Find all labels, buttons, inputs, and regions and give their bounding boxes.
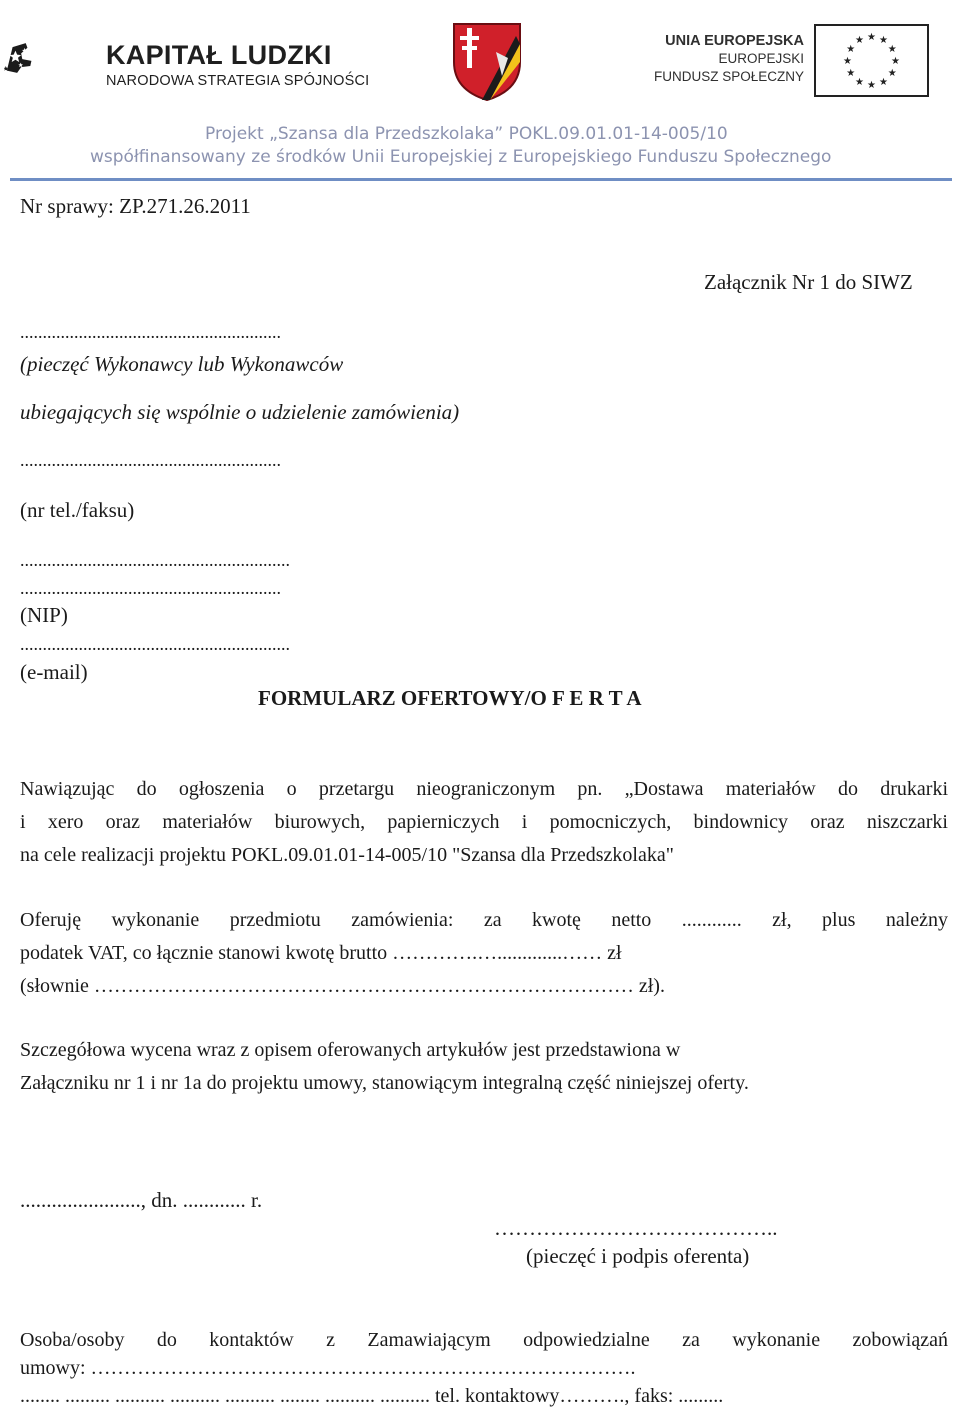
nip-dots-2: ..........................................................: [20, 578, 281, 598]
contact-paragraph: [20, 1326, 948, 1410]
signature-dots: …………………………………..: [494, 1216, 778, 1240]
stamp-caption-2: ubiegających się wspólnie o udzielenie zamówienia): [20, 400, 460, 424]
signature-label: (pieczęć i podpis oferenta): [526, 1244, 750, 1268]
stamp-caption-1: (pieczęć Wykonawcy lub Wykonawców: [20, 352, 344, 376]
project-line-2: współfinansowany ze środków Unii Europejskiej z Europejskiego Funduszu Społecznego: [90, 147, 832, 167]
contact-line-3: ........ ......... .......... .......... .......... ........ .......... .......... tel. kontaktowy………., faks: .........: [20, 1385, 724, 1407]
details-line-2: Załączniku nr 1 i nr 1a do projektu umowy, stanowiącym integralną część niniejszej oferty.: [20, 1072, 749, 1094]
form-title: FORMULARZ OFERTOWY/O F E R T A: [258, 686, 642, 710]
intro-line-1: Nawiązując do ogłoszenia o przetargu nieograniczonym pn. „Dostawa materiałów do drukarki: [20, 778, 948, 800]
eu-star-icon: ★: [855, 76, 864, 88]
contact-line-2: umowy: ……………………………………………………………………….: [20, 1357, 636, 1379]
attachment-label: Załącznik Nr 1 do SIWZ: [704, 270, 913, 294]
eu-star-icon: ★: [867, 32, 876, 43]
eu-star-icon: ★: [846, 44, 856, 55]
eu-star-icon: ★: [879, 76, 888, 88]
phone-dots: ..........................................................: [20, 450, 281, 470]
email-label: (e-mail): [20, 660, 88, 684]
stamp-dots: ..........................................................: [20, 322, 281, 342]
eu-star-icon: ★: [887, 44, 897, 55]
email-dots: ............................................................: [20, 634, 290, 654]
eu-star-icon: ★: [891, 56, 900, 67]
eu-logo-text: [648, 32, 804, 86]
offer-line-1: Oferuję wykonanie przedmiotu zamówienia: za kwotę netto ............ zł, plus należny: [20, 909, 948, 931]
nip-label: (NIP): [20, 603, 68, 627]
kapital-ludzki-emblem-icon: [4, 2, 104, 114]
eu-flag-icon: [814, 24, 929, 97]
kapital-ludzki-title: KAPITAŁ LUDZKI: [106, 40, 332, 70]
phone-label: (nr tel./faksu): [20, 498, 135, 522]
details-line-1: Szczegółowa wycena wraz z opisem oferowanych artykułów jest przedstawiona w: [20, 1039, 681, 1061]
nip-dots-1: ............................................................: [20, 550, 290, 570]
eu-star-icon: ★: [843, 56, 852, 67]
header-divider: [10, 178, 952, 181]
kapital-ludzki-subtitle: NARODOWA STRATEGIA SPÓJNOŚCI: [106, 73, 370, 89]
intro-line-2: i xero oraz materiałów biurowych, papierniczych i pomocniczych, bindownicy oraz niszczarki: [20, 811, 948, 833]
offer-line-2: podatek VAT, co łącznie stanowi kwotę brutto ………….….............…… zł: [20, 942, 622, 964]
project-line-1: Projekt „Szansa dla Przedszkolaka” POKL.09.01.01-14-005/10: [205, 124, 728, 144]
coat-of-arms-icon: [452, 22, 522, 102]
intro-line-3: na cele realizacji projektu POKL.09.01.01-14-005/10 "Szansa dla Przedszkolaka": [20, 844, 674, 866]
eu-star-icon: ★: [887, 68, 897, 79]
eu-star-icon: ★: [855, 35, 864, 47]
eu-star-icon: ★: [867, 80, 876, 91]
case-number: Nr sprawy: ZP.271.26.2011: [20, 194, 251, 218]
eu-star-icon: ★: [879, 35, 888, 47]
eu-line-2: EUROPEJSKI: [718, 51, 804, 66]
details-paragraph: [20, 1034, 948, 1100]
eu-line-1: UNIA EUROPEJSKA: [665, 33, 804, 49]
eu-line-3: FUNDUSZ SPOŁECZNY: [653, 69, 804, 84]
offer-line-3: (słownie ……………………………………………………………………… zł).: [20, 975, 665, 997]
place-date: ......................., dn. ............ r.: [20, 1188, 263, 1212]
contact-line-1: Osoba/osoby do kontaktów z Zamawiającym odpowiedzialne za wykonanie zobowiązań: [20, 1329, 948, 1351]
offer-paragraph: [20, 904, 948, 1003]
intro-paragraph: [20, 773, 948, 872]
eu-star-icon: ★: [846, 68, 856, 79]
